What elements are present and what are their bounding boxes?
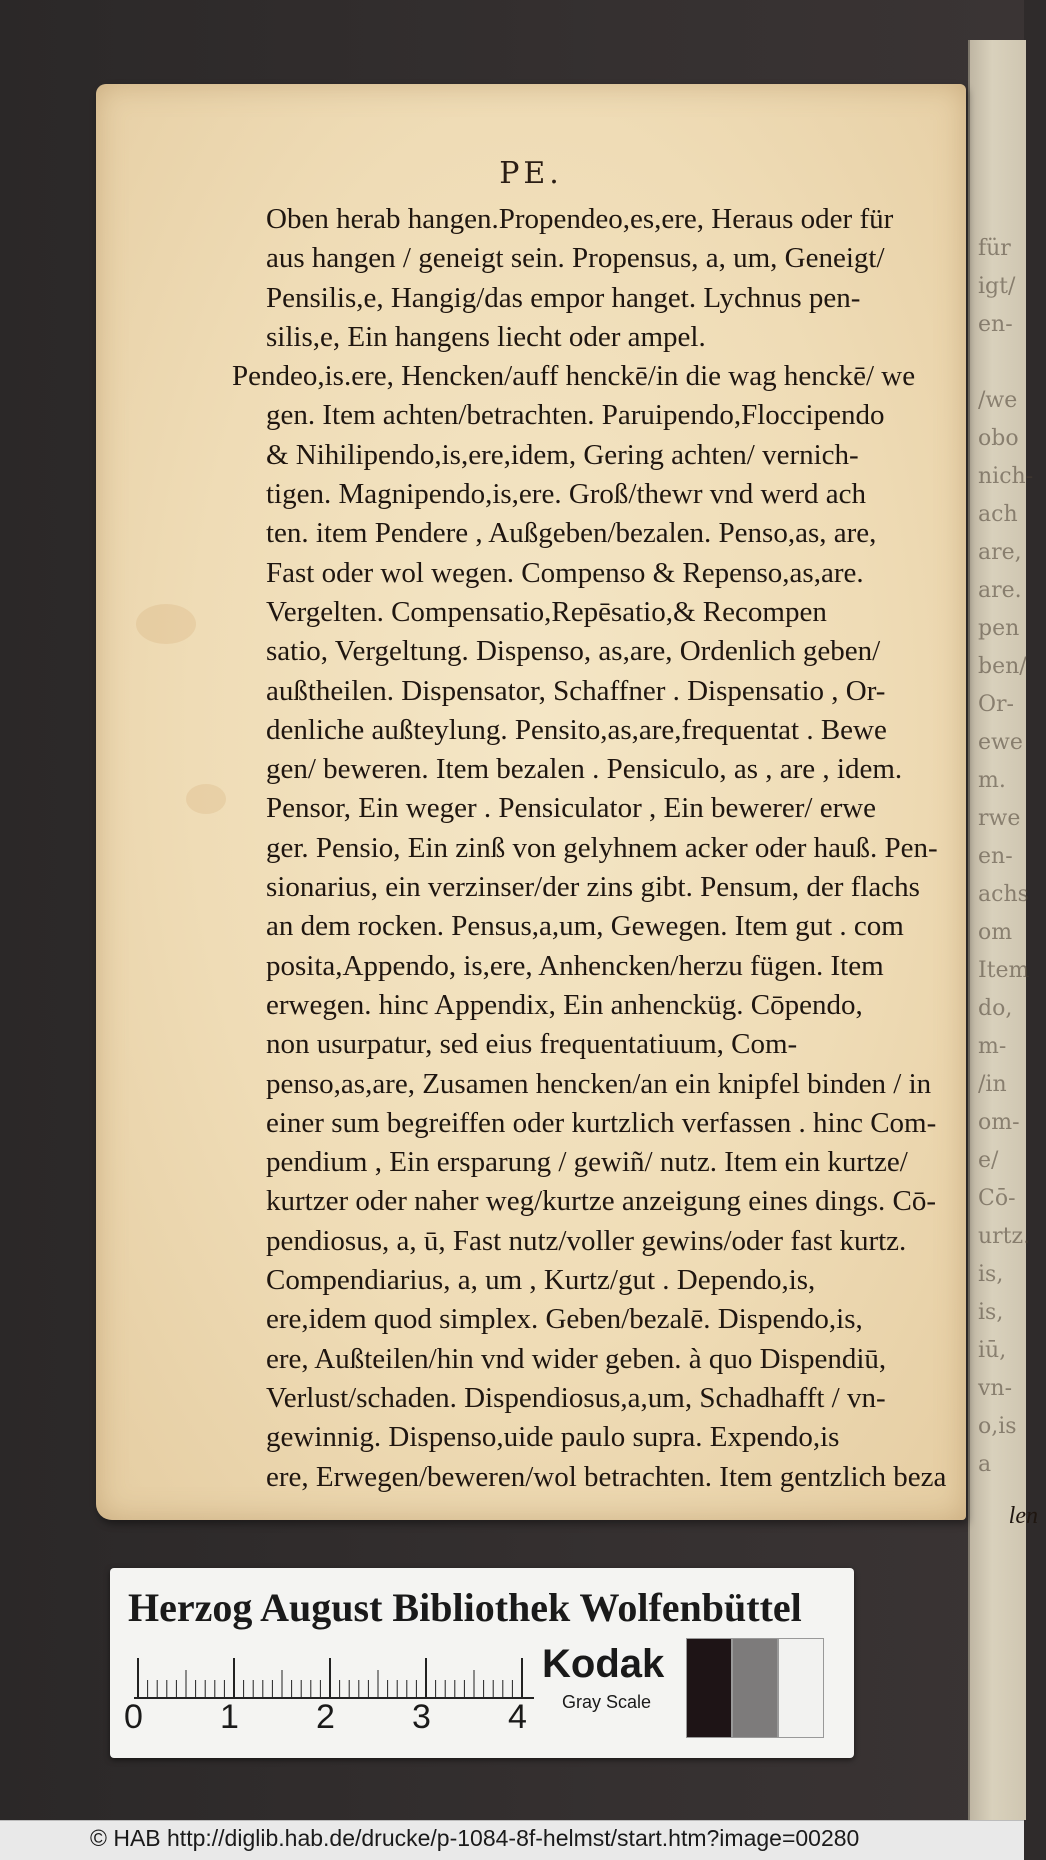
facing-page-fragment: o,is [978,1414,1017,1439]
text-line: ere,idem quod simplex. Geben/bezalē. Dispendo,is, [266,1303,863,1336]
footer-bar [0,1820,1024,1860]
text-line: einer sum begreiffen oder kurtzlich verfassen . hinc Com- [266,1106,937,1139]
text-line: Fast oder wol wegen. Compenso & Repenso,as,are. [266,556,864,589]
paper-stain [136,604,196,644]
text-line: pendium , Ein ersparung / gewiñ/ nutz. Item ein kurtze/ [266,1146,908,1179]
running-head: PE. [499,156,563,191]
text-line: denliche außteylung. Pensito,as,are,frequentat . Bewe [266,713,887,746]
facing-page-fragment: Or- [978,692,1014,717]
text-line: Vergelten. Compensatio,Repēsatio,& Recompen [266,595,827,628]
text-line: posita,Appendo, is,ere, Anhencken/herzu fügen. Item [266,949,884,982]
color-scale-card [110,1568,854,1758]
text-line: Pensilis,e, Hangig/das empor hanget. Lychnus pen- [266,281,861,314]
facing-page-fragment: vn- [978,1376,1013,1401]
ruler-number: 3 [412,1698,431,1736]
facing-page-fragment: m- [978,1034,1007,1059]
facing-page-fragment: ach [978,502,1018,527]
dictionary-text [232,200,1046,1536]
text-line: ere, Erwegen/beweren/wol betrachten. Item gentzlich beza [266,1460,947,1493]
facing-page-fragment: do, [978,996,1013,1021]
text-line: Oben herab hangen.Propendeo,es,ere, Heraus oder für [266,203,894,235]
text-line: sionarius, ein verzinser/der zins gibt. Pensum, der flachs [266,871,920,904]
facing-page-fragment: ben/ [978,654,1027,679]
facing-page-fragment: nich- [978,464,1034,489]
facing-page-fragment: m. [978,768,1006,793]
facing-page-fragment: is, [978,1300,1004,1325]
facing-page-fragment: om- [978,1110,1020,1135]
text-line: Pendeo,is.ere, Hencken/auff henckē/in die wag henckē/ we [232,360,916,393]
text-line: kurtzer oder naher weg/kurtze anzeigung eines dings. Cō- [266,1185,936,1218]
facing-page-fragment: om [978,920,1013,945]
text-line: ger. Pensio, Ein zinß von gelyhnem acker oder hauß. Pen- [266,831,938,864]
ruler-number: 0 [124,1698,143,1736]
facing-page-fragment: iū, [978,1338,1007,1363]
facing-page-fragment: achs [978,882,1029,907]
text-line: gewinnig. Dispenso,uide paulo supra. Expendo,is [266,1421,840,1454]
ruler-number: 1 [220,1698,239,1736]
text-line: non usurpatur, sed eius frequentatiuum, Com- [266,1028,798,1061]
text-line: tigen. Magnipendo,is,ere. Groß/thewr vnd werd ach [266,478,866,511]
facing-page-fragment: rwe [978,806,1021,831]
facing-page-fragment: /we [978,388,1018,413]
facing-page-fragment: is, [978,1262,1004,1287]
text-line: silis,e, Ein hangens liecht oder ampel. [266,320,706,353]
paper-stain [186,784,226,814]
facing-page-fragment: für [978,236,1011,261]
text-line: Compendiarius, a, um , Kurtz/gut . Dependo,is, [266,1264,816,1297]
catchword: len [1008,1502,1038,1529]
facing-page-fragment: en- [978,312,1013,337]
text-line: außtheilen. Dispensator, Schaffner . Dispensatio , Or- [266,674,886,707]
facing-page-fragment: pen [978,616,1020,641]
facing-page-fragment: igt/ [978,274,1016,299]
text-line: satio, Vergeltung. Dispenso, as,are, Ordenlich geben/ [266,635,881,668]
facing-page-fragment: Item [978,958,1030,983]
facing-page-fragment: a [978,1452,992,1477]
text-line: pendiosus, a, ū, Fast nutz/voller gewins/oder fast kurtz. [266,1224,907,1257]
facing-page-fragment: Cō- [978,1186,1016,1211]
text-line: penso,as,are, Zusamen hencken/an ein knipfel binden / in [266,1067,932,1100]
text-line: & Nihilipendo,is,ere,idem, Gering achten/ vernich- [266,438,859,471]
text-line: Verlust/schaden. Dispendiosus,a,um, Schadhafft / vn- [266,1381,886,1414]
text-line: Pensor, Ein weger . Pensiculator , Ein bewerer/ erwe [266,792,877,825]
facing-page-fragment: are. [978,578,1022,603]
ruler-icon [134,1652,534,1700]
gray-scale-label: Gray Scale [562,1692,652,1712]
ruler-numbers [124,1698,544,1738]
text-line: an dem rocken. Pensus,a,um, Gewegen. Item gut . com [266,910,904,943]
facing-page-fragment: /in [978,1072,1007,1097]
text-line: ten. item Pendere , Außgeben/bezalen. Penso,as, are, [266,517,877,550]
facing-page-fragment: obo [978,426,1019,451]
facing-page-fragment: en- [978,844,1013,869]
text-line: gen/ beweren. Item bezalen . Pensiculo, as , are , idem. [266,753,903,786]
facing-page-fragment: ewe [978,730,1023,755]
gray-swatches [686,1638,828,1736]
text-line: gen. Item achten/betrachten. Paruipendo,Floccipendo [266,399,885,432]
copyright-link[interactable]: © HAB http://diglib.hab.de/drucke/p-1084-8f-helmst/start.htm?image=00280 [90,1825,860,1851]
facing-page-fragment: e/ [978,1148,999,1173]
gray-swatch [732,1638,778,1738]
ruler-number: 2 [316,1698,335,1736]
kodak-logo: Kodak [542,1642,665,1686]
gray-swatch [778,1638,824,1738]
ruler-number: 4 [508,1698,527,1736]
facing-page-fragment: urtz. [978,1224,1031,1249]
text-line: erwegen. hinc Appendix, Ein anhencküg. Cōpendo, [266,988,863,1021]
gray-swatch [686,1638,732,1738]
facing-page-fragment: are, [978,540,1022,565]
library-name: Herzog August Bibliothek Wolfenbüttel [128,1585,802,1630]
text-line: aus hangen / geneigt sein. Propensus, a, um, Geneigt/ [266,242,885,275]
text-line: ere, Außteilen/hin vnd wider geben. à quo Dispendiū, [266,1342,887,1375]
